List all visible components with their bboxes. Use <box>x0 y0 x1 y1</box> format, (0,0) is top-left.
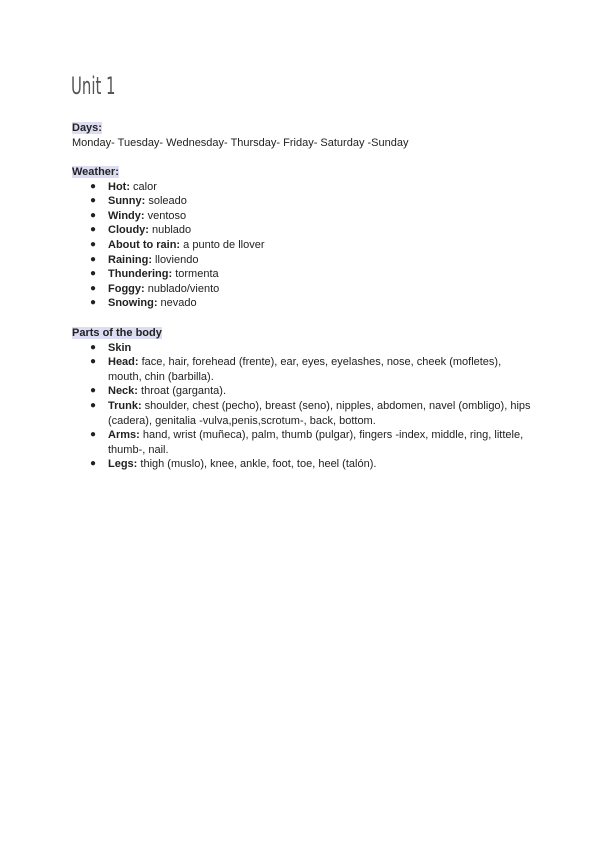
list-item <box>72 180 532 195</box>
item-term: Raining: <box>108 253 152 266</box>
weather-heading: Weather: <box>72 166 119 178</box>
bullet-icon: ● <box>90 356 97 368</box>
weather-list <box>72 180 532 311</box>
item-term: Thundering: <box>108 268 173 281</box>
item-term: Neck: <box>108 385 138 398</box>
list-item <box>72 341 532 356</box>
item-term: About to rain: <box>108 238 181 251</box>
days-section <box>72 121 532 150</box>
item-desc: throat (garganta). <box>137 385 227 398</box>
item-desc: tormenta <box>172 268 219 281</box>
item-term: Hot: <box>108 180 130 193</box>
page-title: Unit 1 <box>71 72 116 100</box>
bullet-icon: ● <box>90 385 97 397</box>
list-item <box>72 223 532 238</box>
bullet-icon: ● <box>90 195 97 207</box>
item-desc: thigh (muslo), knee, ankle, foot, toe, heel (talón). <box>137 458 377 471</box>
item-term: Head: <box>108 356 139 369</box>
bullet-icon: ● <box>90 268 97 280</box>
days-heading: Days: <box>72 122 102 134</box>
item-desc: lloviendo <box>152 253 199 266</box>
item-term: Foggy: <box>108 282 145 295</box>
item-desc: a punto de llover <box>180 238 265 251</box>
bullet-icon: ● <box>90 282 97 294</box>
item-term: Legs: <box>108 458 138 471</box>
item-desc: ventoso <box>144 209 187 222</box>
body-section <box>72 326 532 472</box>
list-item <box>72 253 532 268</box>
bullet-icon: ● <box>90 238 97 250</box>
item-term: Sunny: <box>108 195 146 208</box>
body-list <box>72 341 532 472</box>
bullet-icon: ● <box>90 399 97 411</box>
bullet-icon: ● <box>90 297 97 309</box>
item-term: Skin <box>108 341 132 354</box>
list-item <box>72 428 532 457</box>
item-desc: soleado <box>145 195 187 208</box>
list-item <box>72 238 532 253</box>
days-text: Monday- Tuesday- Wednesday- Thursday- Friday- Saturday -Sunday <box>72 136 409 149</box>
bullet-icon: ● <box>90 180 97 192</box>
item-term: Snowing: <box>108 297 158 310</box>
item-term: Cloudy: <box>108 224 149 237</box>
item-desc: nublado <box>148 224 192 237</box>
bullet-icon: ● <box>90 458 97 470</box>
item-term: Trunk: <box>108 399 142 412</box>
bullet-icon: ● <box>90 253 97 265</box>
list-item <box>72 399 532 428</box>
bullet-icon: ● <box>90 341 97 353</box>
item-term: Arms: <box>108 429 140 442</box>
list-item <box>72 296 532 311</box>
bullet-icon: ● <box>90 429 97 441</box>
item-desc: nublado/viento <box>144 282 220 295</box>
item-desc: face, hair, forehead (frente), ear, eyes, eyelashes, nose, cheek (mofletes), mouth, chin (barbilla). <box>108 356 502 383</box>
weather-section <box>72 165 532 311</box>
item-term: Windy: <box>108 209 145 222</box>
list-item <box>72 282 532 297</box>
list-item <box>72 457 532 472</box>
list-item <box>72 209 532 224</box>
bullet-icon: ● <box>90 224 97 236</box>
item-desc: shoulder, chest (pecho), breast (seno), nipples, abdomen, navel (ombligo), hips (cadera), genitalia -vulva,penis,scrotum-, back, bottom. <box>108 399 531 427</box>
list-item <box>72 355 532 384</box>
list-item <box>72 267 532 282</box>
body-heading: Parts of the body <box>72 327 162 339</box>
item-desc: hand, wrist (muñeca), palm, thumb (pulgar), fingers -index, middle, ring, littele, thumb-, nail. <box>108 429 524 456</box>
item-desc: calor <box>130 180 157 193</box>
list-item <box>72 194 532 209</box>
bullet-icon: ● <box>90 209 97 221</box>
item-desc: nevado <box>157 297 197 310</box>
list-item <box>72 384 532 399</box>
